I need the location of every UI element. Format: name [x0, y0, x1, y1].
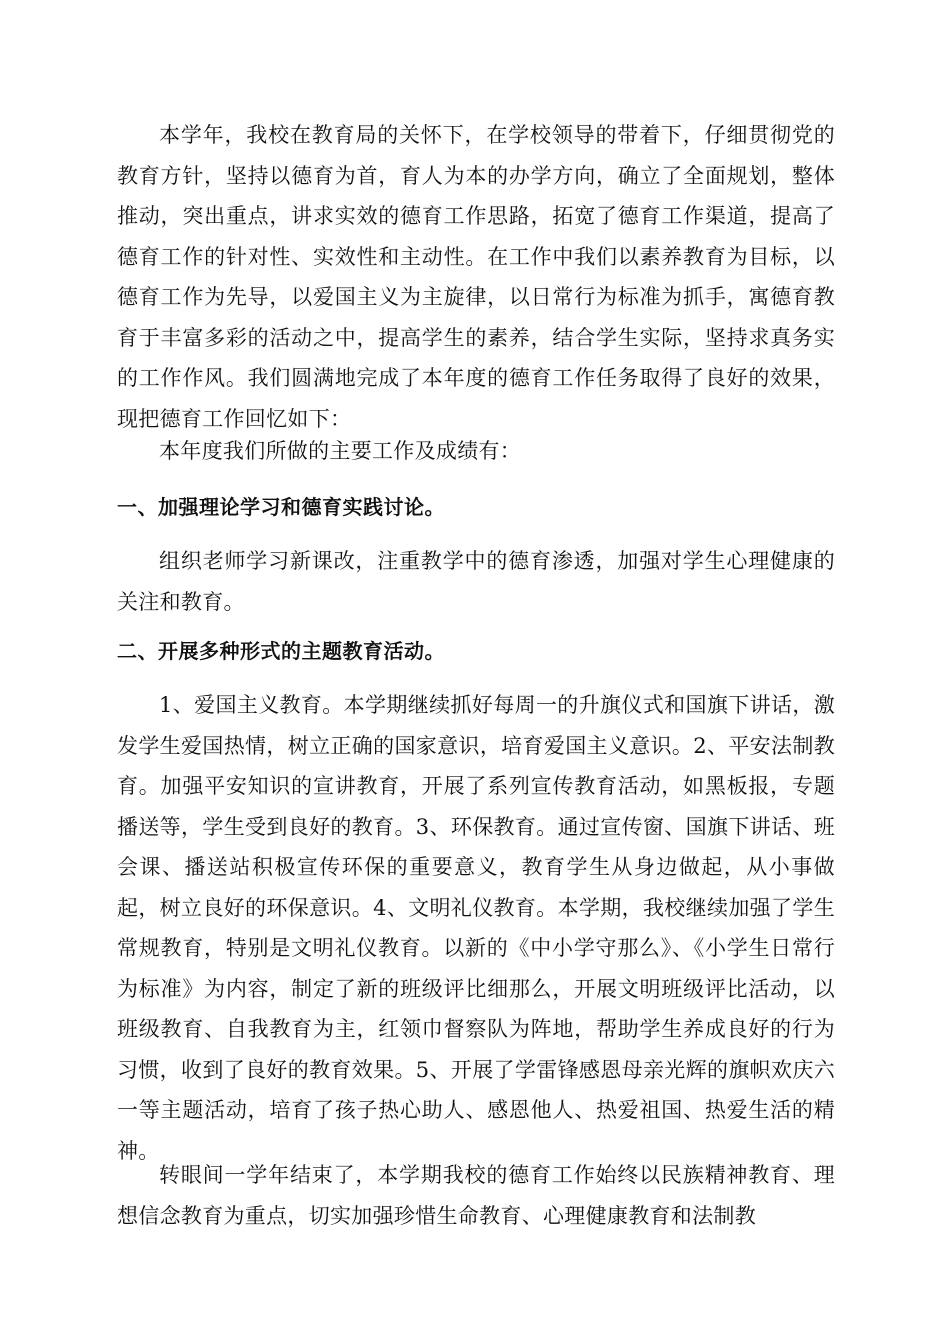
- section-1-heading: 一、加强理论学习和德育实践讨论。: [117, 495, 445, 519]
- section-2-heading: 二、开展多种形式的主题教育活动。: [117, 639, 445, 663]
- section-2-body: 1、爱国主义教育。本学期继续抓好每周一的升旗仪式和国旗下讲话，激发学生爱国热情，树立正确的国家意识，培育爱国主义意识。2、平安法制教育。加强平安知识的宣讲教育，开展了系列宣传教育活动，如黑板报，专题播送等，学生受到良好的教育。3、环保教育。通过宣传窗、国旗下讲话、班会课、播送站积极宣传环保的重要意义，教育学生从身边做起，从小事做起，树立良好的环保意识。4、文明礼仪教育。本学期，我校继续加强了学生常规教育，特别是文明礼仪教育。以新的《中小学守那么》、《小学生日常行为标准》为内容，制定了新的班级评比细那么，开展文明班级评比活动，以班级教育、自我教育为主，红领巾督察队为阵地，帮助学生养成良好的行为习惯，收到了良好的教育效果。5、开展了学雷锋感恩母亲光辉的旗帜欢庆六一等主题活动，培育了孩子热心助人、感恩他人、热爱祖国、热爱生活的精神。: [117, 693, 835, 1163]
- closing-paragraph: 转眼间一学年结束了，本学期我校的德育工作始终以民族精神教育、理想信念教育为重点，切实加强珍惜生命教育、心理健康教育和法制教: [117, 1163, 835, 1228]
- section-1-body: 组织老师学习新课改，注重教学中的德育渗透，加强对学生心理健康的关注和教育。: [117, 549, 835, 614]
- intro-paragraph: 本学年，我校在教育局的关怀下，在学校领导的带着下，仔细贯彻党的教育方针，坚持以德育为首，育人为本的办学方向，确立了全面规划，整体推动，突出重点，讲求实效的德育工作思路，拓宽了德育工作渠道，提高了德育工作的针对性、实效性和主动性。在工作中我们以素养教育为目标，以德育工作为先导，以爱国主义为主旋律，以日常行为标准为抓手，寓德育教育于丰富多彩的活动之中，提高学生的素养，结合学生实际，坚持求真务实的工作作风。我们圆满地完成了本年度的德育工作任务取得了良好的效果，现把德育工作回忆如下：: [117, 123, 835, 431]
- achievements-intro: 本年度我们所做的主要工作及成绩有：: [159, 439, 522, 463]
